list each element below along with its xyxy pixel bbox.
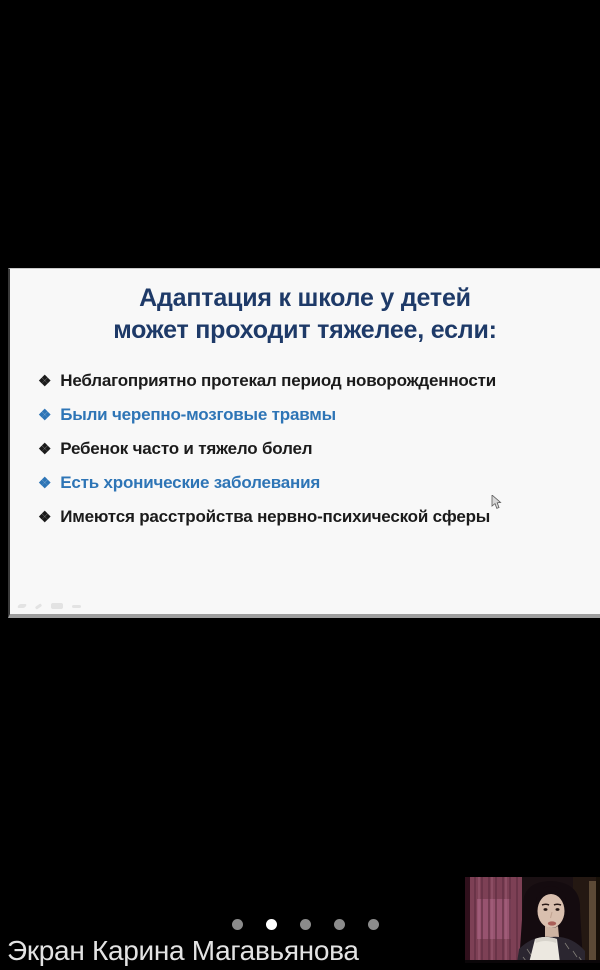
participant-video-image bbox=[465, 877, 600, 963]
faded-mark bbox=[51, 603, 63, 609]
bullet-diamond-icon: ❖ bbox=[38, 509, 52, 526]
bullet-list bbox=[38, 371, 580, 541]
page-dot bbox=[334, 919, 345, 930]
bullet-text: Неблагоприятно протекал период новорожденности bbox=[60, 371, 496, 390]
page-dot bbox=[300, 919, 311, 930]
page-dot-active bbox=[266, 919, 277, 930]
slide-title bbox=[10, 282, 600, 346]
bullet-diamond-icon: ❖ bbox=[38, 407, 52, 424]
bullet-diamond-icon: ❖ bbox=[38, 441, 52, 458]
screen-share-label: Экран Карина Магавьянова bbox=[7, 935, 359, 966]
bullet-item bbox=[38, 473, 580, 494]
bullet-text: Ребенок часто и тяжело болел bbox=[60, 439, 313, 458]
bullet-text: Были черепно-мозговые травмы bbox=[60, 405, 336, 424]
page-dot bbox=[368, 919, 379, 930]
bullet-text: Есть хронические заболевания bbox=[60, 473, 321, 492]
shared-screen-slide bbox=[8, 268, 600, 618]
mouse-cursor-icon bbox=[491, 495, 503, 511]
participant-video-thumbnail[interactable] bbox=[465, 877, 600, 963]
bullet-item bbox=[38, 405, 580, 426]
page-dot bbox=[232, 919, 243, 930]
slide-dots bbox=[232, 919, 379, 930]
faded-toolbar-marks bbox=[18, 603, 81, 609]
faded-mark bbox=[35, 603, 42, 609]
bullet-item bbox=[38, 371, 580, 392]
bullet-text: Имеются расстройства нервно-психической сферы bbox=[60, 507, 491, 526]
faded-mark bbox=[17, 604, 27, 608]
slide-title-line1: Адаптация к школе у детей bbox=[139, 284, 471, 312]
bullet-diamond-icon: ❖ bbox=[38, 373, 52, 390]
bullet-item bbox=[38, 439, 580, 460]
slide-title-line2: может проходит тяжелее, если: bbox=[113, 316, 497, 344]
bullet-diamond-icon: ❖ bbox=[38, 475, 52, 492]
faded-mark bbox=[72, 605, 81, 608]
